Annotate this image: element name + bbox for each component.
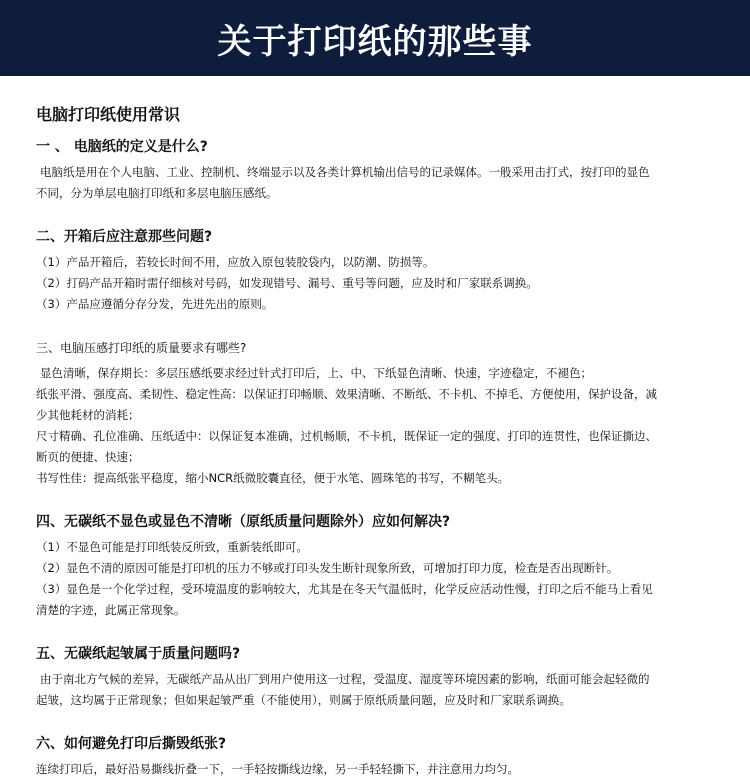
paragraph-line: （3）显色是一个化学过程，受环境温度的影响较大，尤其是在冬天气温低时，化学反应活动性慢，打印之后不能马上看见 — [36, 582, 653, 596]
section-heading: 六、如何避免打印后撕毁纸张? — [36, 736, 227, 752]
paragraph-line: 由于南北方气候的差异，无碳纸产品从出厂到用户使用这一过程，受温度、湿度等环境因素的影响，纸面可能会起轻微的 — [40, 672, 650, 686]
paragraph-line: 纸张平滑、强度高、柔韧性、稳定性高：以保证打印畅顺、效果清晰、不断纸、不卡机、不掉毛、方便使用，保护设备，减 — [36, 387, 657, 401]
paragraph-line: 尺寸精确、孔位准确、压纸适中：以保证复本准确，过机畅顺，不卡机，既保证一定的强度、打印的连贯性，也保证撕边、 — [36, 429, 657, 443]
paragraph-line: （1）产品开箱后，若较长时间不用，应放入原包装胶袋内，以防潮、防损等。 — [36, 255, 435, 269]
section-quality-requirements — [36, 337, 714, 489]
paragraph-line: 断页的便捷、快速； — [36, 450, 140, 464]
main-heading: 电脑打印纸使用常识 — [36, 105, 181, 124]
section-heading: 三、电脑压感打印纸的质量要求有哪些? — [36, 341, 247, 355]
paragraph-line: （2）打码产品开箱时需仔细核对号码，如发现错号、漏号、重号等问题，应及时和厂家联系调换。 — [36, 276, 538, 290]
section-heading: 四、无碳纸不显色或显色不清晰（原纸质量问题除外）应如何解决? — [36, 514, 451, 530]
section-heading: 五、无碳纸起皱属于质量问题吗? — [36, 646, 241, 662]
section-wrinkle — [36, 643, 714, 711]
paragraph-line: 起皱，这均属于正常现象；但如果起皱严重（不能使用），则属于原纸质量问题，应及时和厂家联系调换。 — [36, 693, 571, 707]
section-definition — [36, 136, 714, 204]
paragraph-line: 书写性佳：提高纸张平稳度，缩小NCR纸微胶囊直径，便于水笔、圆珠笔的书写，不糊笔头。 — [36, 471, 510, 485]
section-heading: 二、开箱后应注意那些问题? — [36, 229, 213, 245]
paragraph-line: 少其他耗材的消耗； — [36, 408, 140, 422]
paragraph-line: （3）产品应遵循分存分发，先进先出的原则。 — [36, 297, 274, 311]
paragraph-line: 电脑纸是用在个人电脑、工业、控制机、终端显示以及各类计算机输出信号的记录媒体。一般采用击打式，按打印的显色 — [40, 165, 650, 179]
paragraph-line: 清楚的字迹，此属正常现象。 — [36, 603, 186, 617]
section-heading: 一 、 电脑纸的定义是什么? — [36, 139, 208, 155]
paragraph-line: 不同，分为单层电脑打印纸和多层电脑压感纸。 — [36, 186, 278, 200]
banner — [0, 0, 750, 76]
paragraph-line: 显色清晰，保存期长：多层压感纸要求经过针式打印后，上、中、下纸显色清晰、快速，字迹稳定，不褪色； — [40, 366, 592, 380]
banner-title: 关于打印纸的那些事 — [217, 21, 533, 62]
paragraph-line: 连续打印后，最好沿易撕线折叠一下，一手轻按撕线边缘，另一手轻轻撕下，并注意用力均匀。 — [36, 762, 519, 776]
section-tearing — [36, 733, 714, 780]
section-unboxing — [36, 226, 714, 315]
paragraph-line: （2）显色不清的原因可能是打印机的压力不够或打印头发生断针现象所致，可增加打印力度，检查是否出现断针。 — [36, 561, 619, 575]
paragraph-line: （1）不显色可能是打印纸装反所致，重新装纸即可。 — [36, 540, 308, 554]
section-color-issues — [36, 511, 714, 621]
article-body — [0, 76, 750, 780]
